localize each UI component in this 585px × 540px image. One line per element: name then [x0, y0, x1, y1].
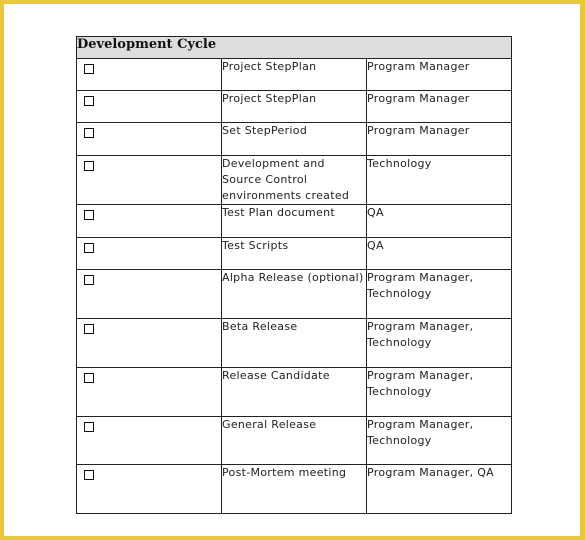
checkbox-cell: [77, 270, 222, 319]
owner-cell: Program Manager: [367, 123, 512, 156]
table-row: [77, 465, 512, 514]
task-cell: Project StepPlan: [222, 59, 367, 91]
checkbox-cell: [77, 319, 222, 368]
task-cell: Development and Source Control environments created: [222, 156, 367, 205]
checkbox[interactable]: [84, 210, 94, 220]
owner-cell: Program Manager: [367, 59, 512, 91]
checkbox-cell: [77, 91, 222, 123]
table-title: Development Cycle: [77, 37, 512, 59]
table-row: [77, 205, 512, 238]
checkbox[interactable]: [84, 373, 94, 383]
task-cell: Set StepPeriod: [222, 123, 367, 156]
table-body: [77, 59, 512, 514]
table-row: [77, 417, 512, 465]
checkbox-cell: [77, 156, 222, 205]
table-row: [77, 91, 512, 123]
task-cell: Beta Release: [222, 319, 367, 368]
owner-cell: Program Manager, Technology: [367, 368, 512, 417]
owner-cell: Program Manager, Technology: [367, 417, 512, 465]
task-cell: Test Plan document: [222, 205, 367, 238]
table-header-row: [77, 37, 512, 59]
checkbox-cell: [77, 417, 222, 465]
checkbox-cell: [77, 205, 222, 238]
owner-cell: Technology: [367, 156, 512, 205]
table-row: [77, 238, 512, 270]
task-cell: General Release: [222, 417, 367, 465]
document-page: [4, 4, 580, 536]
owner-cell: Program Manager, Technology: [367, 319, 512, 368]
checkbox-cell: [77, 59, 222, 91]
checkbox[interactable]: [84, 422, 94, 432]
table-row: [77, 319, 512, 368]
checkbox[interactable]: [84, 64, 94, 74]
table-row: [77, 270, 512, 319]
checkbox-cell: [77, 123, 222, 156]
checkbox[interactable]: [84, 161, 94, 171]
task-cell: Release Candidate: [222, 368, 367, 417]
table-row: [77, 123, 512, 156]
checkbox-cell: [77, 368, 222, 417]
checkbox[interactable]: [84, 470, 94, 480]
owner-cell: Program Manager, Technology: [367, 270, 512, 319]
owner-cell: QA: [367, 238, 512, 270]
table-row: [77, 368, 512, 417]
checkbox-cell: [77, 465, 222, 514]
checkbox-cell: [77, 238, 222, 270]
checkbox[interactable]: [84, 324, 94, 334]
development-cycle-table: [76, 36, 512, 514]
checkbox[interactable]: [84, 96, 94, 106]
table-row: [77, 59, 512, 91]
checkbox[interactable]: [84, 128, 94, 138]
owner-cell: Program Manager: [367, 91, 512, 123]
table-row: [77, 156, 512, 205]
task-cell: Post-Mortem meeting: [222, 465, 367, 514]
checkbox[interactable]: [84, 275, 94, 285]
task-cell: Alpha Release (optional): [222, 270, 367, 319]
owner-cell: QA: [367, 205, 512, 238]
owner-cell: Program Manager, QA: [367, 465, 512, 514]
checkbox[interactable]: [84, 243, 94, 253]
task-cell: Test Scripts: [222, 238, 367, 270]
task-cell: Project StepPlan: [222, 91, 367, 123]
